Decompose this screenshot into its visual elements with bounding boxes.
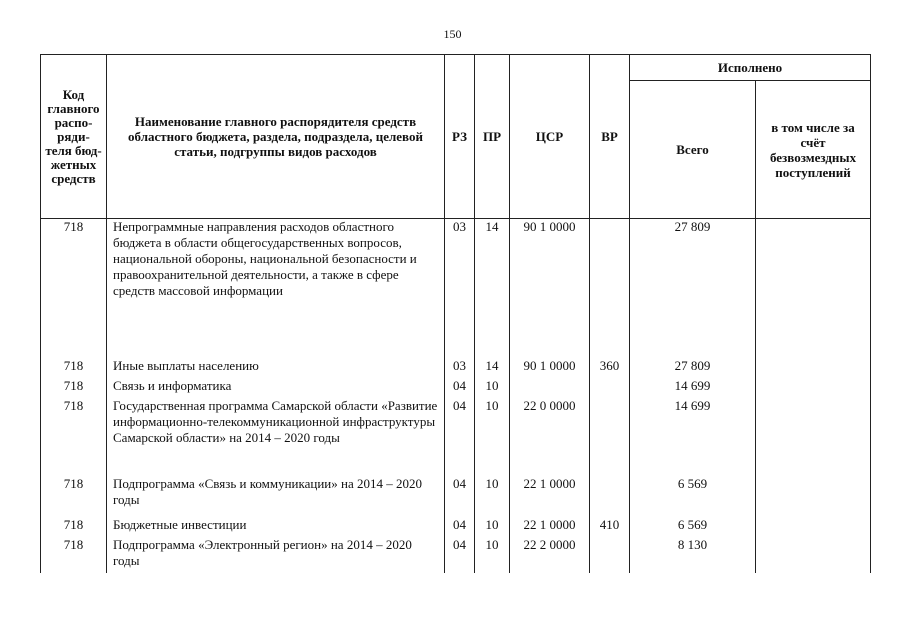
row-total: 6 569 <box>630 517 756 537</box>
header-pr: ПР <box>475 55 510 219</box>
row-pr: 10 <box>475 517 510 537</box>
row-rz: 04 <box>445 378 475 398</box>
row-pr: 14 <box>475 358 510 378</box>
row-rz: 04 <box>445 517 475 537</box>
header-vr: ВР <box>590 55 630 219</box>
table-row <box>41 517 871 537</box>
row-vr <box>590 378 630 398</box>
row-csr: 22 1 0000 <box>510 517 590 537</box>
row-vr <box>590 537 630 573</box>
row-name: Связь и информатика <box>107 378 445 398</box>
table-row <box>41 219 871 358</box>
row-rz: 03 <box>445 358 475 378</box>
header-csr: ЦСР <box>510 55 590 219</box>
row-csr: 22 2 0000 <box>510 537 590 573</box>
row-free <box>756 378 871 398</box>
row-vr: 360 <box>590 358 630 378</box>
row-total: 14 699 <box>630 378 756 398</box>
table-header <box>41 55 871 219</box>
row-total: 27 809 <box>630 219 756 358</box>
header-code: Код главного распо-ряди-теля бюд-жетных средств <box>41 55 107 219</box>
row-csr: 90 1 0000 <box>510 358 590 378</box>
row-code: 718 <box>41 537 107 573</box>
row-csr: 90 1 0000 <box>510 219 590 358</box>
row-csr: 22 1 0000 <box>510 476 590 517</box>
row-free <box>756 476 871 517</box>
row-name: Подпрограмма «Электронный регион» на 2014 – 2020 годы <box>107 537 445 573</box>
row-free <box>756 537 871 573</box>
row-total: 6 569 <box>630 476 756 517</box>
row-code: 718 <box>41 476 107 517</box>
row-total: 27 809 <box>630 358 756 378</box>
row-total: 8 130 <box>630 537 756 573</box>
row-name: Непрограммные направления расходов областного бюджета в области общегосударственных вопросов, национальной обороны, национальной безопасности и правоохранительной деятельности, а также в сфере средств массовой информации <box>107 219 445 358</box>
table-row <box>41 398 871 476</box>
row-pr: 10 <box>475 398 510 476</box>
row-total: 14 699 <box>630 398 756 476</box>
table-row <box>41 378 871 398</box>
row-code: 718 <box>41 358 107 378</box>
row-csr: 22 0 0000 <box>510 398 590 476</box>
row-name: Бюджетные инвестиции <box>107 517 445 537</box>
row-name: Иные выплаты населению <box>107 358 445 378</box>
row-name: Подпрограмма «Связь и коммуникации» на 2014 – 2020 годы <box>107 476 445 517</box>
header-name: Наименование главного распорядителя средств областного бюджета, раздела, подраздела, целевой статьи, подгруппы видов расходов <box>107 55 445 219</box>
page-number: 150 <box>443 27 462 41</box>
row-pr: 10 <box>475 537 510 573</box>
row-vr <box>590 219 630 358</box>
row-vr <box>590 476 630 517</box>
row-code: 718 <box>41 219 107 358</box>
header-executed: Исполнено <box>630 55 871 81</box>
row-free <box>756 358 871 378</box>
table-row <box>41 537 871 573</box>
row-code: 718 <box>41 378 107 398</box>
row-code: 718 <box>41 517 107 537</box>
row-vr: 410 <box>590 517 630 537</box>
row-code: 718 <box>41 398 107 476</box>
row-free <box>756 398 871 476</box>
row-csr <box>510 378 590 398</box>
row-pr: 14 <box>475 219 510 358</box>
row-free <box>756 219 871 358</box>
row-vr <box>590 398 630 476</box>
row-pr: 10 <box>475 378 510 398</box>
row-name: Государственная программа Самарской области «Развитие информационно-телекоммуникационной инфраструктуры Самарской области» на 2014 – 2020 годы <box>107 398 445 476</box>
header-free: в том числе за счёт безвозмездных поступлений <box>756 81 871 219</box>
budget-table <box>40 54 871 573</box>
row-rz: 04 <box>445 537 475 573</box>
row-free <box>756 517 871 537</box>
row-rz: 04 <box>445 398 475 476</box>
header-rz: РЗ <box>445 55 475 219</box>
row-pr: 10 <box>475 476 510 517</box>
header-total: Всего <box>630 81 756 219</box>
row-rz: 03 <box>445 219 475 358</box>
row-rz: 04 <box>445 476 475 517</box>
table-row <box>41 476 871 517</box>
table-row <box>41 358 871 378</box>
